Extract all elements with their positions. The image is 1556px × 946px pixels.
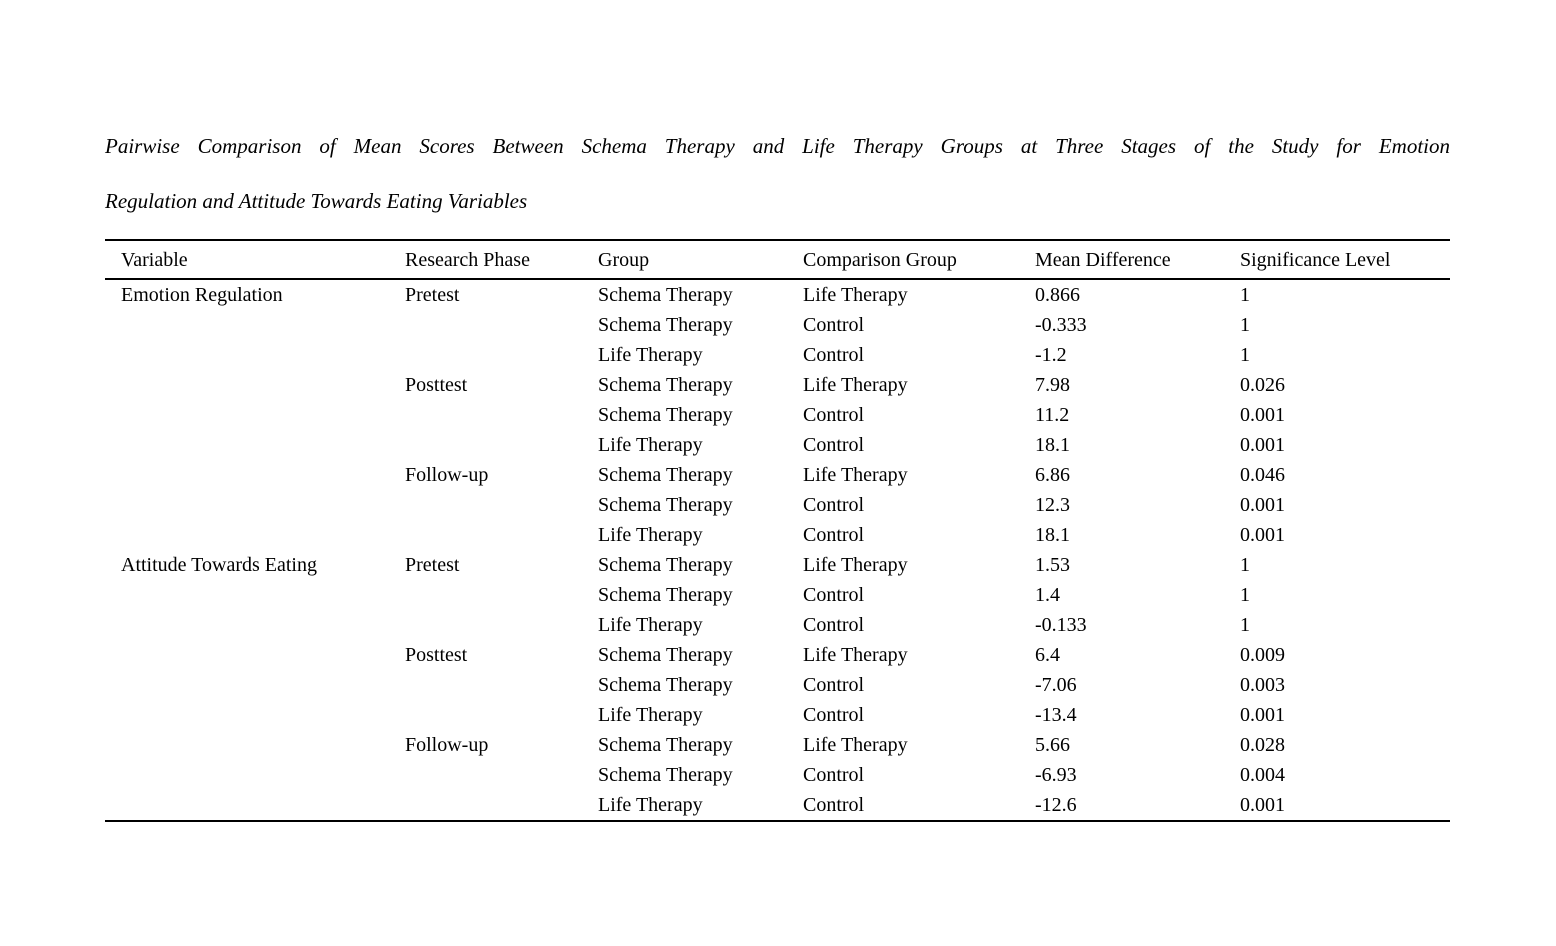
cell-comparison: Control xyxy=(803,793,865,816)
cell-phase: Posttest xyxy=(405,643,468,666)
table-row xyxy=(105,580,1450,610)
cell-group: Schema Therapy xyxy=(598,763,733,786)
cell-variable: Attitude Towards Eating xyxy=(121,553,317,576)
cell-phase xyxy=(389,760,582,790)
cell-phase xyxy=(389,610,582,640)
cell-comparison: Life Therapy xyxy=(803,373,908,396)
cell-mean-diff: 18.1 xyxy=(1035,433,1070,456)
cell-sig: 0.001 xyxy=(1240,433,1285,456)
table-row xyxy=(105,520,1450,550)
table-row xyxy=(105,460,1450,490)
cell-phase: Pretest xyxy=(405,553,460,576)
cell-variable xyxy=(105,640,389,670)
cell-variable xyxy=(105,490,389,520)
cell-group: Life Therapy xyxy=(598,703,703,726)
cell-sig: 0.009 xyxy=(1240,643,1285,666)
cell-variable xyxy=(105,310,389,340)
cell-mean-diff: -6.93 xyxy=(1035,763,1077,786)
cell-group: Life Therapy xyxy=(598,523,703,546)
cell-mean-diff: -0.133 xyxy=(1035,613,1087,636)
table-row xyxy=(105,490,1450,520)
table-row xyxy=(105,370,1450,400)
cell-comparison: Life Therapy xyxy=(803,553,908,576)
cell-sig: 1 xyxy=(1240,553,1250,576)
cell-phase: Follow-up xyxy=(405,733,489,756)
cell-comparison: Control xyxy=(803,493,865,516)
cell-variable xyxy=(105,730,389,760)
column-header-variable: Variable xyxy=(105,240,389,279)
table-row xyxy=(105,279,1450,310)
cell-mean-diff: 6.86 xyxy=(1035,463,1070,486)
column-header-comparison-group: Comparison Group xyxy=(787,240,1019,279)
cell-mean-diff: 6.4 xyxy=(1035,643,1060,666)
cell-phase xyxy=(389,340,582,370)
cell-group: Schema Therapy xyxy=(598,373,733,396)
column-header-significance-level: Significance Level xyxy=(1224,240,1450,279)
cell-group: Schema Therapy xyxy=(598,313,733,336)
cell-comparison: Control xyxy=(803,403,865,426)
cell-phase xyxy=(389,670,582,700)
cell-comparison: Control xyxy=(803,673,865,696)
cell-phase: Posttest xyxy=(405,373,468,396)
cell-sig: 1 xyxy=(1240,283,1250,306)
cell-variable xyxy=(105,610,389,640)
cell-variable xyxy=(105,670,389,700)
cell-group: Schema Therapy xyxy=(598,643,733,666)
column-header-group: Group xyxy=(582,240,787,279)
cell-group: Schema Therapy xyxy=(598,403,733,426)
cell-comparison: Control xyxy=(803,763,865,786)
cell-phase xyxy=(389,580,582,610)
cell-variable: Emotion Regulation xyxy=(121,283,283,306)
cell-sig: 1 xyxy=(1240,613,1250,636)
cell-sig: 0.026 xyxy=(1240,373,1285,396)
table-header xyxy=(105,240,1450,279)
cell-phase: Follow-up xyxy=(405,463,489,486)
cell-mean-diff: 7.98 xyxy=(1035,373,1070,396)
cell-comparison: Control xyxy=(803,343,865,366)
cell-mean-diff: 12.3 xyxy=(1035,493,1070,516)
cell-group: Schema Therapy xyxy=(598,553,733,576)
cell-comparison: Control xyxy=(803,523,865,546)
cell-mean-diff: 11.2 xyxy=(1035,403,1070,426)
table-row xyxy=(105,640,1450,670)
cell-sig: 0.001 xyxy=(1240,703,1285,726)
cell-group: Schema Therapy xyxy=(598,583,733,606)
cell-sig: 1 xyxy=(1240,583,1250,606)
cell-sig: 1 xyxy=(1240,343,1250,366)
cell-mean-diff: -13.4 xyxy=(1035,703,1077,726)
cell-comparison: Control xyxy=(803,703,865,726)
cell-sig: 0.003 xyxy=(1240,673,1285,696)
table-row xyxy=(105,760,1450,790)
cell-phase xyxy=(389,430,582,460)
cell-comparison: Life Therapy xyxy=(803,283,908,306)
table-caption xyxy=(105,133,1450,214)
column-header-mean-difference: Mean Difference xyxy=(1019,240,1224,279)
cell-phase xyxy=(389,790,582,821)
table-row xyxy=(105,730,1450,760)
cell-sig: 0.001 xyxy=(1240,403,1285,426)
cell-comparison: Control xyxy=(803,613,865,636)
table-row xyxy=(105,700,1450,730)
cell-variable xyxy=(105,340,389,370)
table-row xyxy=(105,400,1450,430)
cell-comparison: Life Therapy xyxy=(803,463,908,486)
cell-mean-diff: 18.1 xyxy=(1035,523,1070,546)
cell-sig: 1 xyxy=(1240,313,1250,336)
table-row xyxy=(105,430,1450,460)
cell-variable xyxy=(105,460,389,490)
cell-group: Schema Therapy xyxy=(598,283,733,306)
cell-mean-diff: 1.53 xyxy=(1035,553,1070,576)
cell-variable xyxy=(105,760,389,790)
cell-variable xyxy=(105,790,389,821)
cell-variable xyxy=(105,430,389,460)
table-row xyxy=(105,610,1450,640)
cell-mean-diff: 1.4 xyxy=(1035,583,1060,606)
cell-sig: 0.001 xyxy=(1240,523,1285,546)
cell-variable xyxy=(105,520,389,550)
table-row xyxy=(105,670,1450,700)
cell-group: Life Therapy xyxy=(598,793,703,816)
table-caption-line-2: Regulation and Attitude Towards Eating Variables xyxy=(105,189,528,213)
cell-comparison: Life Therapy xyxy=(803,643,908,666)
cell-phase: Pretest xyxy=(405,283,460,306)
cell-comparison: Control xyxy=(803,433,865,456)
cell-phase xyxy=(389,400,582,430)
cell-mean-diff: 5.66 xyxy=(1035,733,1070,756)
cell-sig: 0.046 xyxy=(1240,463,1285,486)
cell-sig: 0.001 xyxy=(1240,793,1285,816)
cell-group: Schema Therapy xyxy=(598,733,733,756)
cell-mean-diff: -12.6 xyxy=(1035,793,1077,816)
cell-comparison: Control xyxy=(803,583,865,606)
cell-group: Life Therapy xyxy=(598,613,703,636)
cell-group: Schema Therapy xyxy=(598,463,733,486)
table-row xyxy=(105,790,1450,821)
cell-mean-diff: 0.866 xyxy=(1035,283,1080,306)
cell-phase xyxy=(389,700,582,730)
cell-group: Schema Therapy xyxy=(598,673,733,696)
cell-phase xyxy=(389,310,582,340)
cell-comparison: Life Therapy xyxy=(803,733,908,756)
cell-variable xyxy=(105,700,389,730)
cell-mean-diff: -7.06 xyxy=(1035,673,1077,696)
cell-group: Life Therapy xyxy=(598,343,703,366)
cell-phase xyxy=(389,490,582,520)
cell-mean-diff: -0.333 xyxy=(1035,313,1087,336)
table-row xyxy=(105,550,1450,580)
cell-sig: 0.028 xyxy=(1240,733,1285,756)
table-body xyxy=(105,279,1450,821)
table-row xyxy=(105,310,1450,340)
comparison-table xyxy=(105,239,1450,822)
cell-comparison: Control xyxy=(803,313,865,336)
table-header-row xyxy=(105,240,1450,279)
cell-mean-diff: -1.2 xyxy=(1035,343,1067,366)
cell-group: Schema Therapy xyxy=(598,493,733,516)
cell-sig: 0.004 xyxy=(1240,763,1285,786)
cell-sig: 0.001 xyxy=(1240,493,1285,516)
cell-group: Life Therapy xyxy=(598,433,703,456)
table-caption-line-1: Pairwise Comparison of Mean Scores Between Schema Therapy and Life Therapy Groups at Three Stages of the Study for Emotion xyxy=(105,134,1450,158)
cell-phase xyxy=(389,520,582,550)
cell-variable xyxy=(105,400,389,430)
column-header-research-phase: Research Phase xyxy=(389,240,582,279)
table-row xyxy=(105,340,1450,370)
cell-variable xyxy=(105,370,389,400)
cell-variable xyxy=(105,580,389,610)
